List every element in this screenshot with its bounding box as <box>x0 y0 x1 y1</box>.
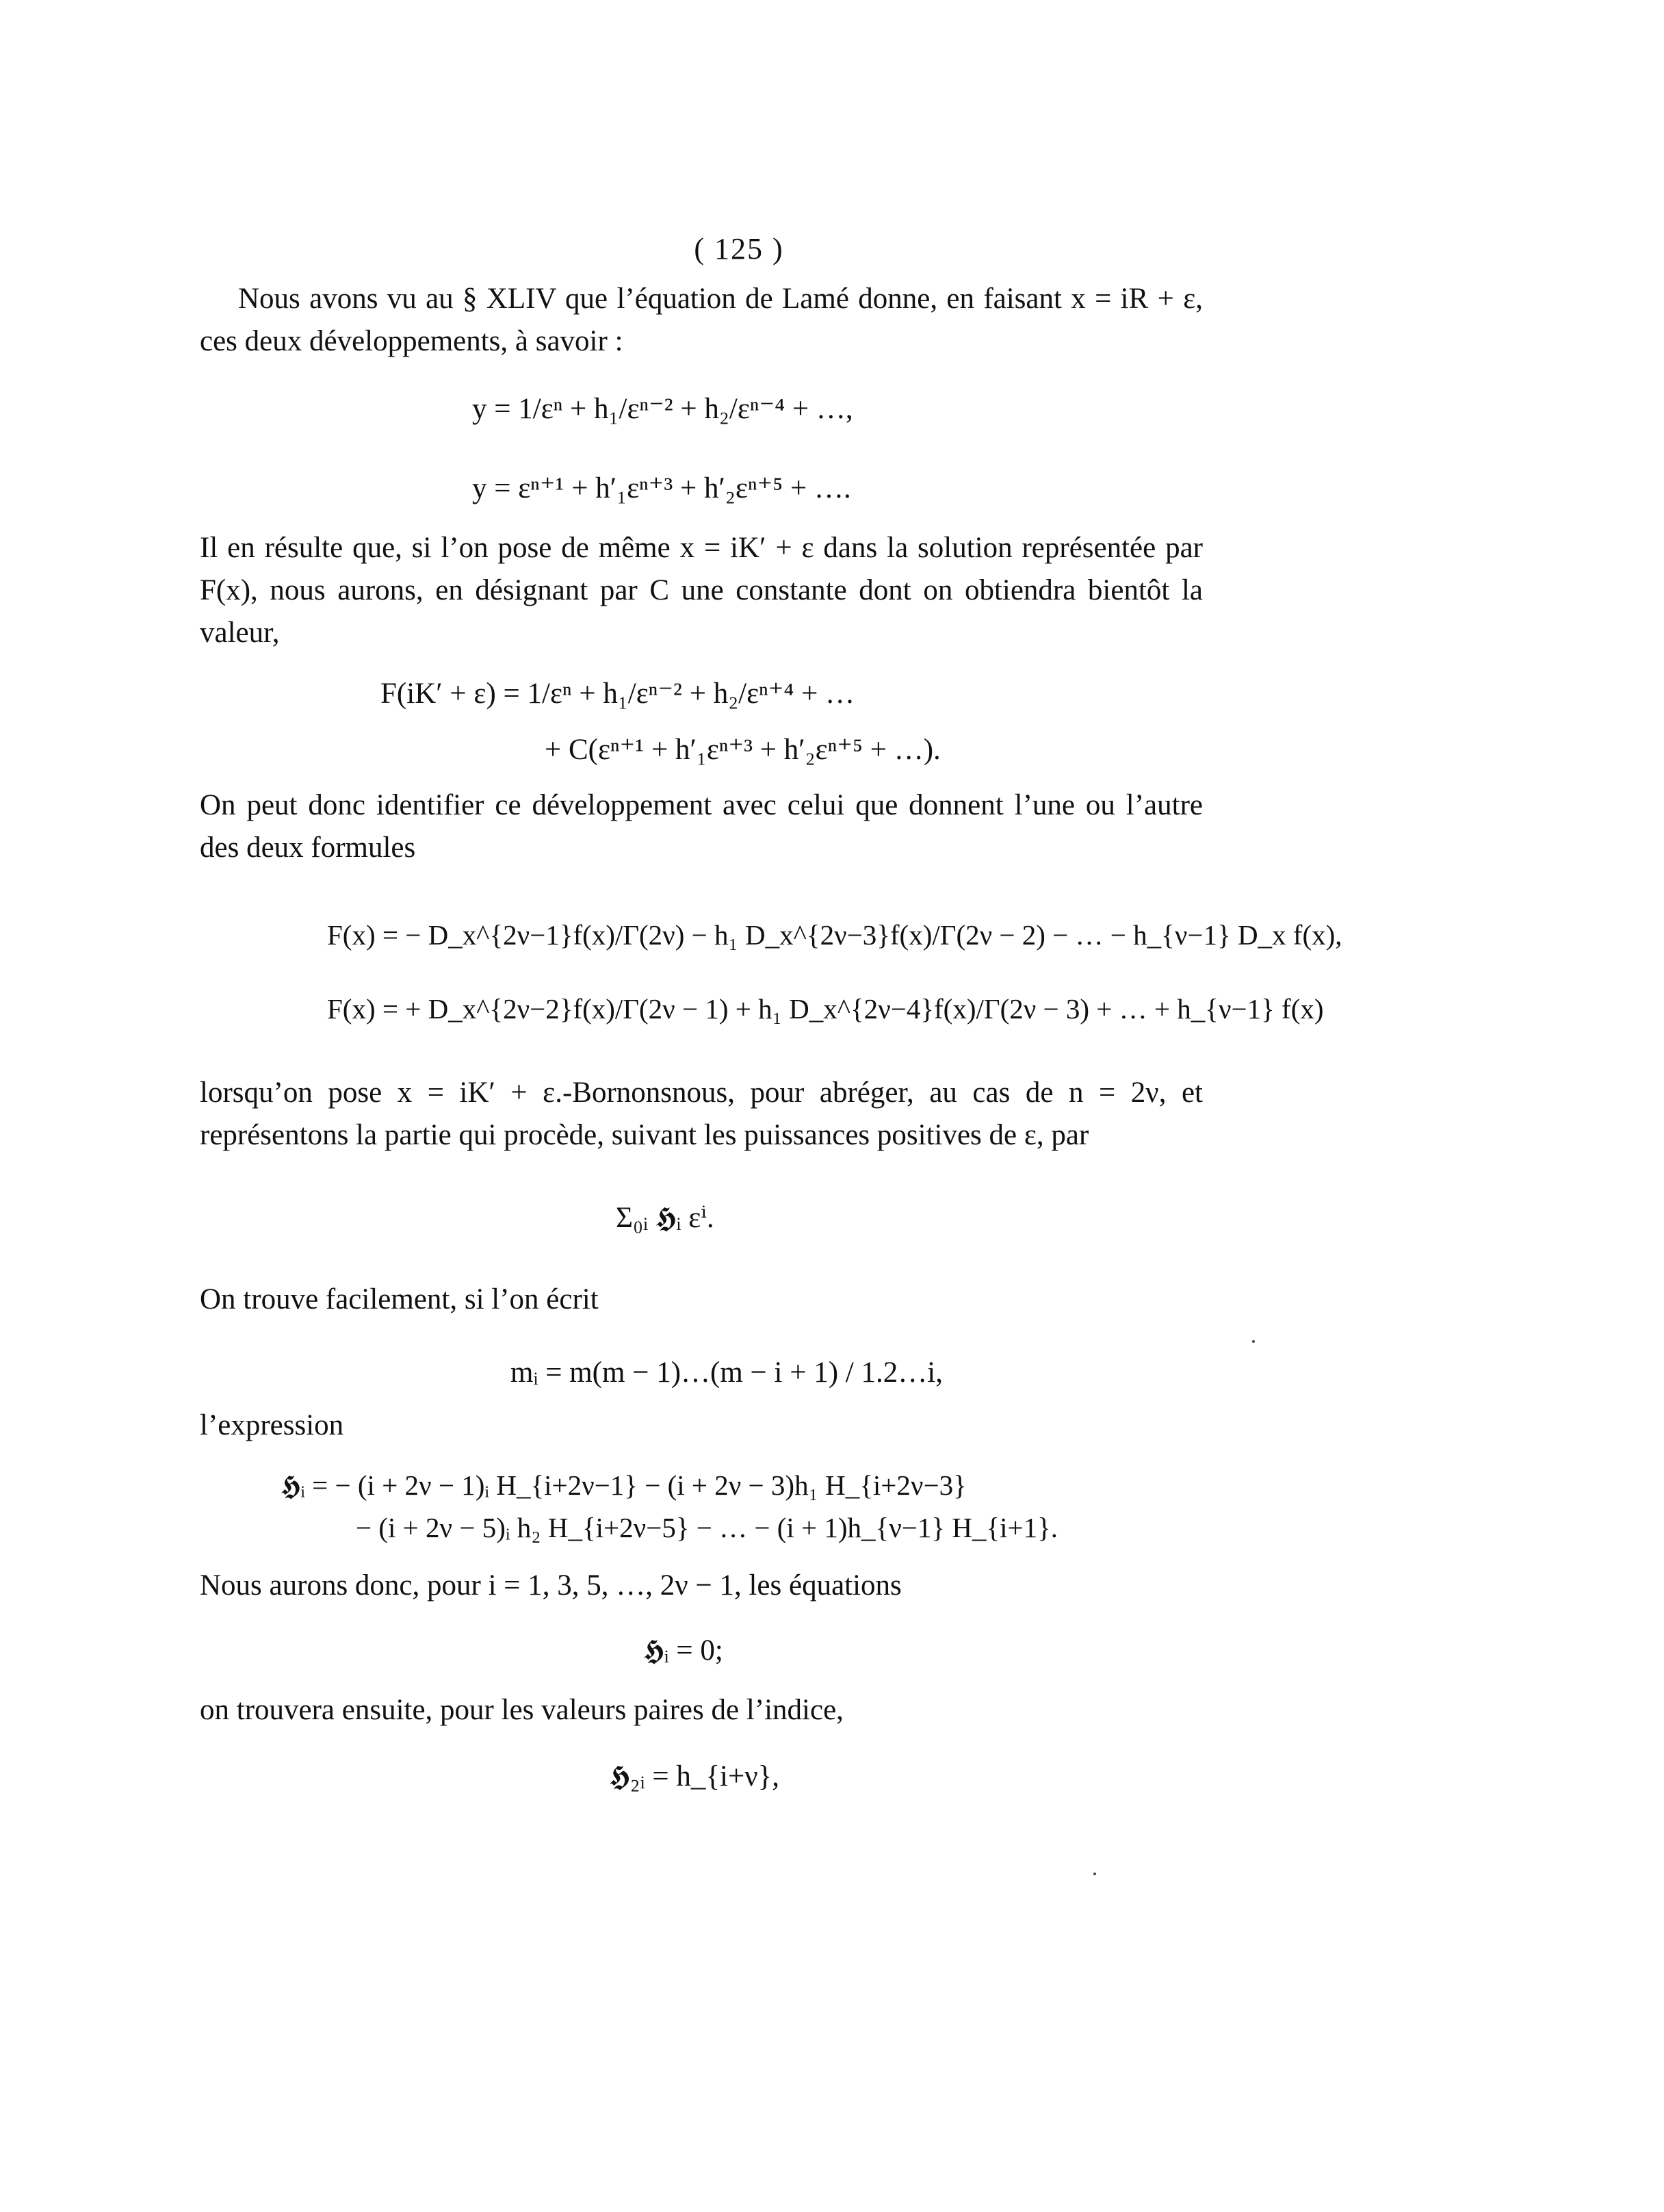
speck-2 <box>1093 1873 1096 1875</box>
equation-F-formula-2: F(x) = + D_x^{2ν−2}f(x)/Γ(2ν − 1) + h₁ D_x^{2ν−4}f(x)/Γ(2ν − 3) + … + h_{ν−1} f(x) <box>327 993 1324 1025</box>
page-number: ( 125 ) <box>694 232 784 266</box>
equation-binomial: mᵢ = m(m − 1)…(m − i + 1) / 1.2…i, <box>510 1356 943 1389</box>
paragraph-6: l’expression <box>200 1409 344 1441</box>
paragraph-2: Il en résulte que, si l’on pose de même x = iK′ + ε dans la solution représentée par F(x), nous aurons, en désignant par C une constante dont on obtiendra bientôt la valeur, <box>200 532 1203 649</box>
equation-H-zero: 𝕳ᵢ = 0; <box>643 1634 723 1667</box>
equation-F-formula-1: F(x) = − D_x^{2ν−1}f(x)/Γ(2ν) − h₁ D_x^{2ν−3}f(x)/Γ(2ν − 2) − … − h_{ν−1} D_x f(x), <box>327 919 1342 951</box>
equation-y-series-1: y = 1/εⁿ + h₁/εⁿ⁻² + h₂/εⁿ⁻⁴ + …, <box>472 393 853 425</box>
speck-1 <box>1252 1340 1255 1343</box>
equation-y-series-2: y = εⁿ⁺¹ + h′₁εⁿ⁺³ + h′₂εⁿ⁺⁵ + …. <box>472 472 851 504</box>
paragraph-4: lorsqu’on pose x = iK′ + ε.-Bornonsnous, pour abréger, au cas de n = 2ν, et représentons la partie qui procède, suivant les puissances positives de ε, par <box>200 1077 1203 1151</box>
equation-F-expansion-2: + C(εⁿ⁺¹ + h′₁εⁿ⁺³ + h′₂εⁿ⁺⁵ + …). <box>545 734 941 766</box>
paragraph-1: Nous avons vu au § XLIV que l’équation de Lamé donne, en faisant x = iR + ε, ces deux développements, à savoir : <box>200 283 1203 357</box>
equation-sum: Σ₀ᵢ 𝕳ᵢ εⁱ. <box>616 1202 714 1234</box>
equation-H-even: 𝕳₂ᵢ = h_{i+ν}, <box>609 1760 780 1792</box>
paragraph-8: on trouvera ensuite, pour les valeurs paires de l’indice, <box>200 1694 844 1726</box>
paragraph-5: On trouve facilement, si l’on écrit <box>200 1283 599 1315</box>
paragraph-3: On peut donc identifier ce développement avec celui que donnent l’une ou l’autre des deux formules <box>200 789 1203 864</box>
paragraph-7: Nous aurons donc, pour i = 1, 3, 5, …, 2ν − 1, les équations <box>200 1569 902 1602</box>
equation-H-expression-2: − (i + 2ν − 5)ᵢ h₂ H_{i+2ν−5} − … − (i + 1)h_{ν−1} H_{i+1}. <box>356 1512 1058 1543</box>
equation-F-expansion-1: F(iK′ + ε) = 1/εⁿ + h₁/εⁿ⁻² + h₂/εⁿ⁺⁴ + … <box>380 678 855 710</box>
equation-H-expression-1: 𝕳ᵢ = − (i + 2ν − 1)ᵢ H_{i+2ν−1} − (i + 2ν − 3)h₁ H_{i+2ν−3} <box>281 1469 967 1501</box>
